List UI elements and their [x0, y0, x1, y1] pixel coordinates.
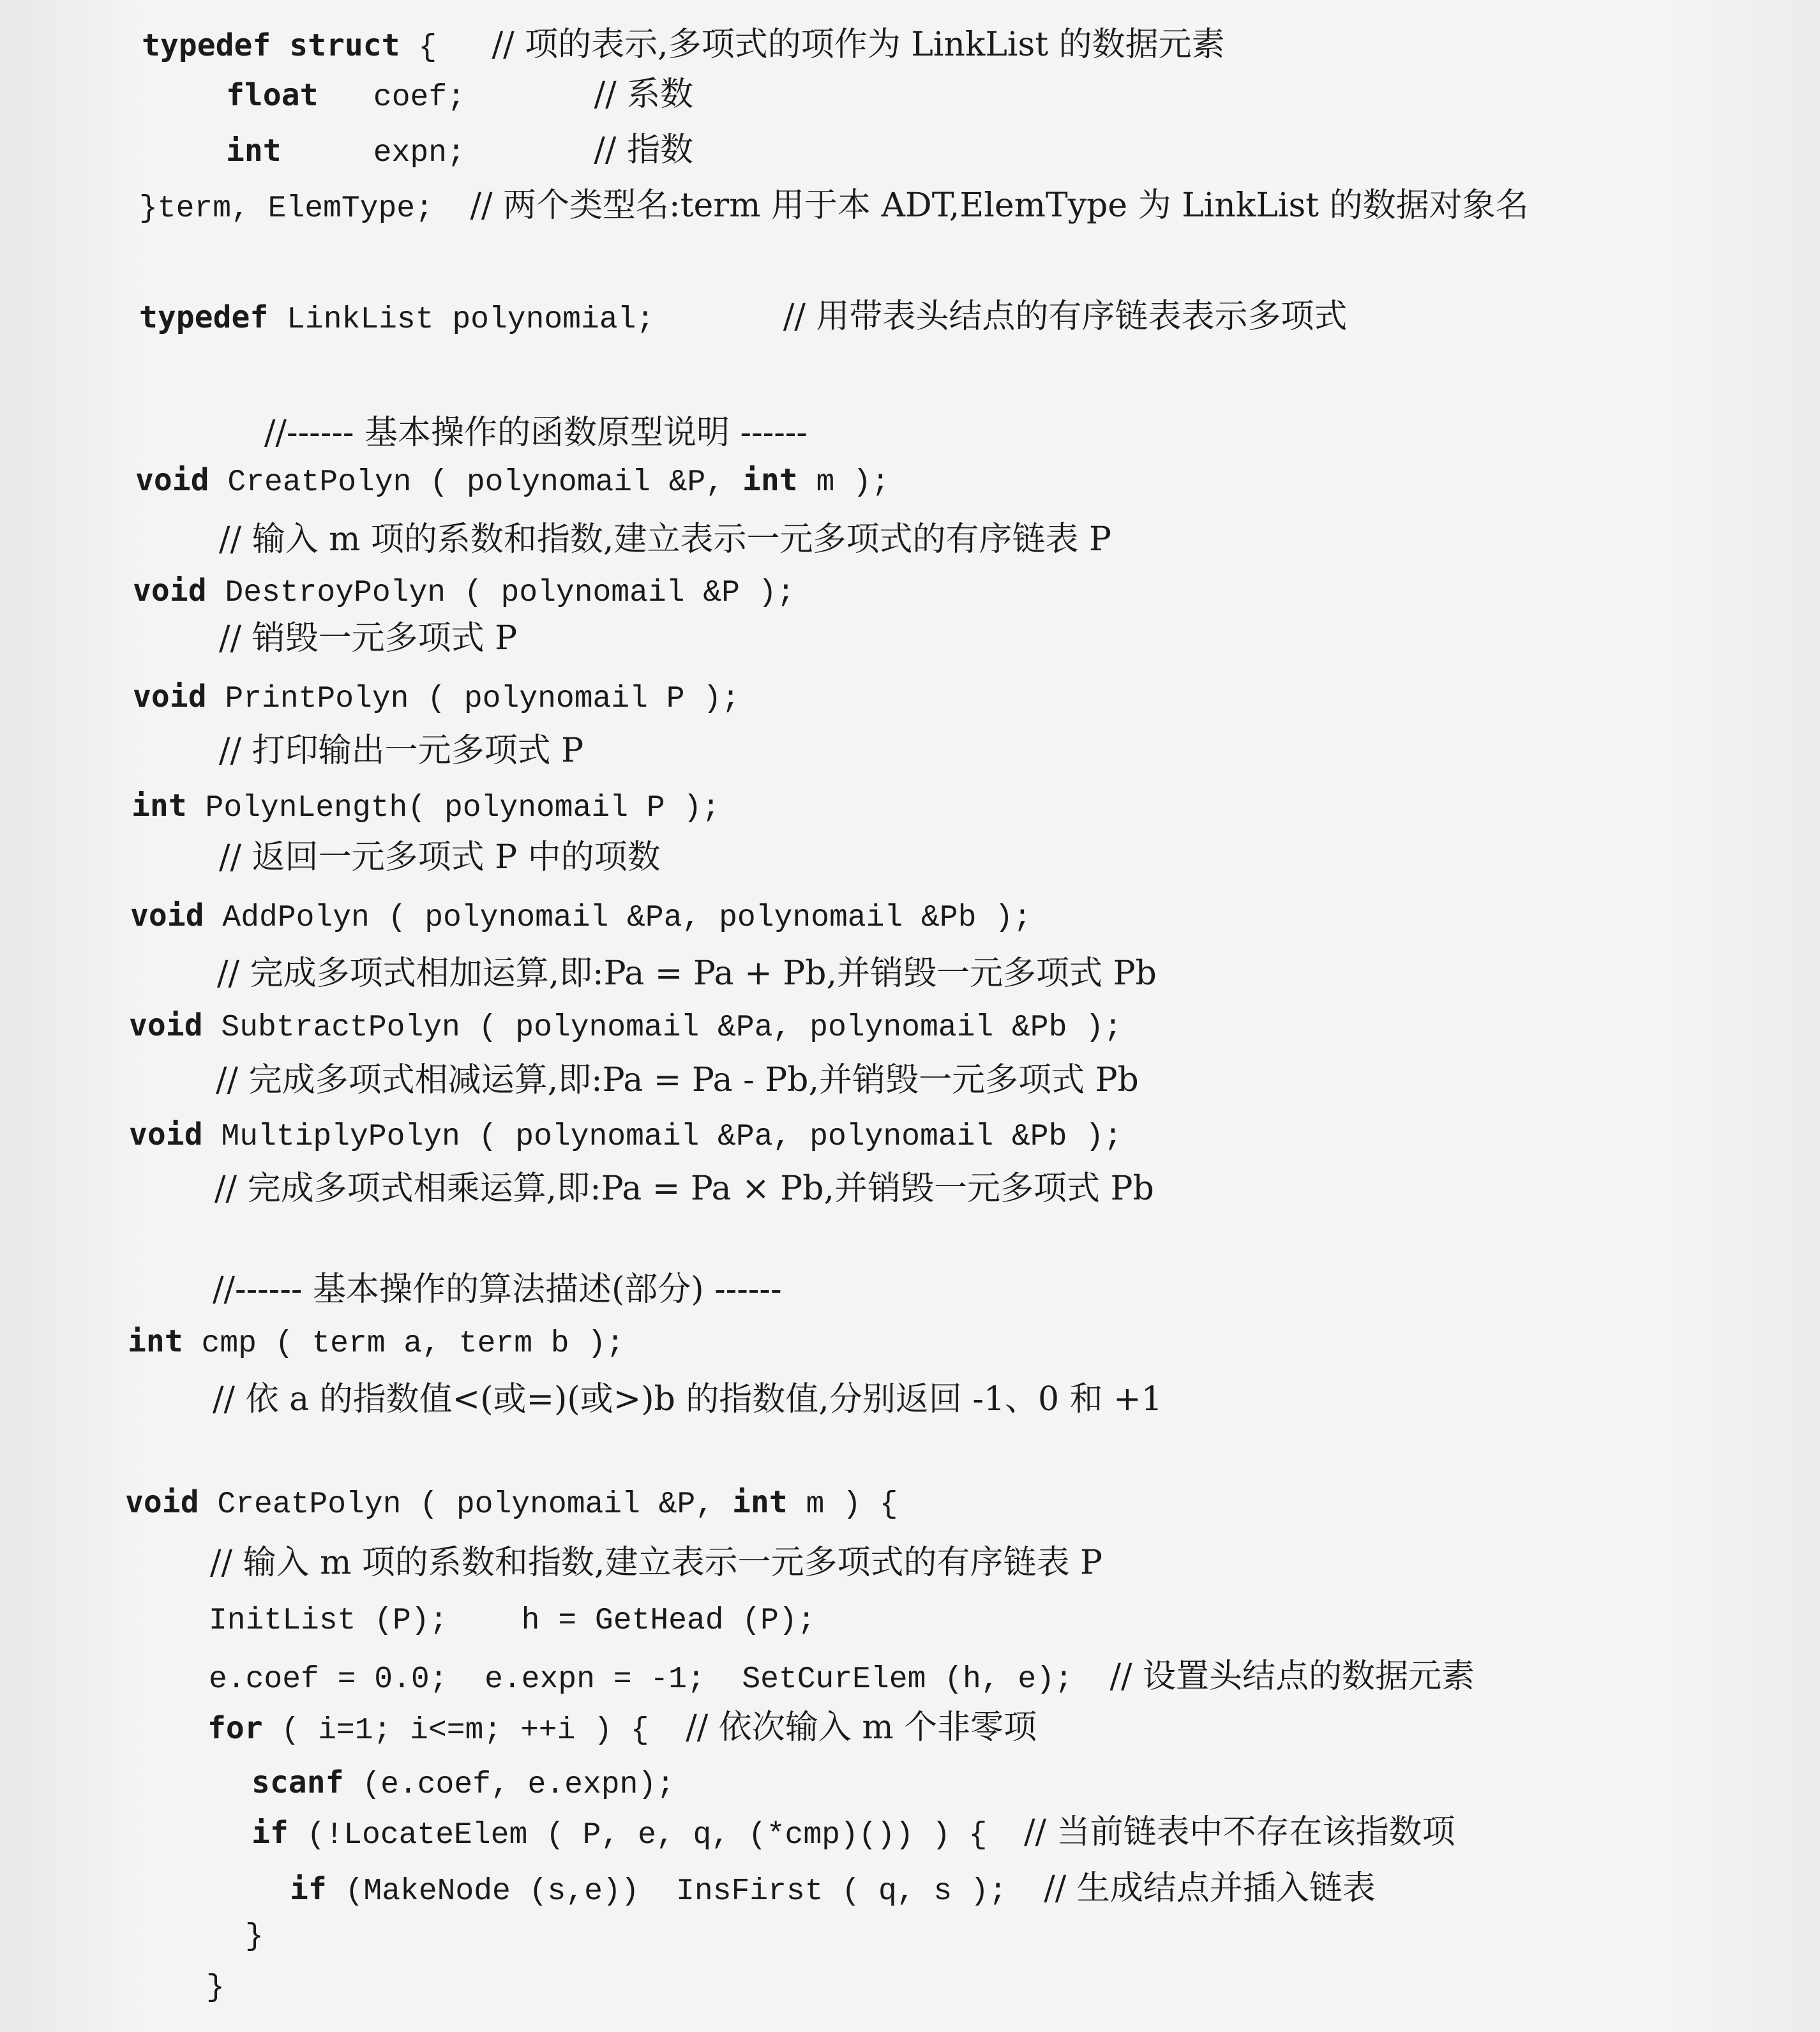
code-line [209, 1599, 816, 1640]
code-line [132, 786, 720, 827]
keyword: if [252, 1815, 289, 1851]
code-line [128, 1322, 624, 1363]
code-line [217, 954, 1157, 993]
code-line [142, 26, 1225, 67]
code-text: LinkList polynomial; [268, 303, 783, 337]
code-text: DestroyPolyn ( polynomail &P ); [206, 576, 795, 610]
code-line [214, 1170, 1154, 1208]
code-text: SubtractPolyn ( polynomail &Pa, polynomail &Pb ); [202, 1011, 1122, 1045]
code-line [226, 75, 693, 117]
comment: // 系数 [594, 75, 694, 114]
code-text: CreatPolyn ( polynomail &P, [209, 465, 742, 500]
keyword: int [732, 1484, 788, 1520]
keyword: int [128, 1323, 183, 1359]
code-text: cmp ( term a, term b ); [183, 1327, 625, 1361]
code-text: m ) { [787, 1487, 898, 1522]
code-text: m ); [797, 465, 890, 500]
keyword: void [135, 462, 209, 498]
keyword: void [125, 1484, 199, 1520]
code-line [219, 520, 1111, 559]
comment: // 当前链表中不存在该指数项 [1023, 1813, 1455, 1851]
code-text: AddPolyn ( polynomail &Pa, polynomail &Pb ); [204, 901, 1032, 935]
code-line [213, 1380, 1162, 1419]
code-text: CreatPolyn ( polynomail &P, [199, 1487, 732, 1522]
keyword: int [742, 462, 798, 498]
code-line [129, 1115, 1122, 1156]
comment: // 依 a 的指数值<(或=)(或>)b 的指数值,分别返回 -1、0 和 +1 [213, 1380, 1162, 1419]
comment: // 指数 [594, 131, 693, 169]
code-line [209, 1657, 1475, 1699]
code-text: ( i=1; i<=m; ++i ) { [262, 1713, 686, 1748]
keyword: void [133, 573, 207, 608]
comment: // 完成多项式相减运算,即:Pa = Pa - Pb,并销毁一元多项式 Pb [216, 1061, 1139, 1099]
keyword: void [129, 1007, 203, 1043]
code-text: { [400, 31, 492, 65]
code-text: expn; [281, 136, 594, 170]
code-line [219, 838, 661, 877]
code-text: (!LocateElem ( P, e, q, (*cmp)()) ) { [288, 1818, 1024, 1853]
code-line [245, 1915, 264, 1956]
keyword: typedef struct [142, 27, 400, 63]
code-line [206, 1966, 225, 2007]
code-line [290, 1869, 1376, 1911]
code-line [207, 1708, 1037, 1750]
code-text: coef; [318, 80, 594, 115]
comment: //------ 基本操作的函数原型说明 ------ [264, 414, 808, 452]
code-line [213, 1270, 782, 1309]
code-text: }term, ElemType; [139, 192, 470, 226]
code-line [226, 131, 693, 172]
code-line [210, 1544, 1102, 1583]
code-line [130, 896, 1032, 937]
code-text: InitList (P); h = GetHead (P); [209, 1604, 816, 1638]
code-line [133, 677, 740, 718]
code-text: PolynLength( polynomail P ); [186, 791, 721, 825]
keyword: scanf [252, 1765, 344, 1800]
comment: // 依次输入 m 个非零项 [686, 1708, 1037, 1747]
comment: // 输入 m 项的系数和指数,建立表示一元多项式的有序链表 P [210, 1544, 1102, 1582]
code-line [219, 732, 583, 771]
code-line [252, 1763, 675, 1804]
comment: // 用带表头结点的有序链表表示多项式 [783, 297, 1348, 336]
code-line [139, 186, 1529, 228]
keyword: int [226, 133, 282, 169]
keyword: int [132, 788, 187, 824]
code-text: e.coef = 0.0; e.expn = -1; SetCurElem (h, e); [209, 1662, 1110, 1697]
keyword: for [207, 1710, 263, 1746]
keyword: void [130, 898, 204, 933]
comment: // 完成多项式相加运算,即:Pa = Pa + Pb,并销毁一元多项式 Pb [217, 954, 1157, 993]
comment: // 输入 m 项的系数和指数,建立表示一元多项式的有序链表 P [219, 520, 1111, 559]
code-text: } [245, 1920, 264, 1954]
keyword: void [133, 679, 207, 714]
code-line [135, 461, 890, 502]
comment: // 打印输出一元多项式 P [219, 732, 584, 770]
comment: // 项的表示,多项式的项作为 LinkList 的数据元素 [492, 26, 1225, 64]
comment: // 销毁一元多项式 P [219, 619, 518, 658]
code-text: } [206, 1971, 225, 2005]
comment: // 完成多项式相乘运算,即:Pa = Pa × Pb,并销毁一元多项式 Pb [214, 1170, 1154, 1208]
code-line [252, 1813, 1455, 1855]
code-line [139, 297, 1347, 339]
keyword: typedef [139, 299, 269, 335]
code-line [219, 619, 517, 658]
code-text: (MakeNode (s,e)) InsFirst ( q, s ); [326, 1874, 1044, 1909]
comment: //------ 基本操作的算法描述(部分) ------ [213, 1270, 782, 1309]
code-line [133, 571, 795, 612]
comment: // 返回一元多项式 P 中的项数 [219, 838, 661, 877]
code-text: PrintPolyn ( polynomail P ); [206, 682, 740, 716]
comment: // 两个类型名:term 用于本 ADT,ElemType 为 LinkList 的数据对象名 [470, 186, 1529, 225]
comment: // 生成结点并插入链表 [1044, 1869, 1376, 1908]
code-line [129, 1006, 1122, 1047]
keyword: void [129, 1117, 203, 1152]
code-line [264, 414, 808, 453]
keyword: if [290, 1871, 327, 1907]
keyword: float [226, 77, 319, 113]
code-text: (e.coef, e.expn); [343, 1768, 675, 1802]
comment: // 设置头结点的数据元素 [1109, 1657, 1475, 1696]
code-line [125, 1483, 898, 1524]
code-line [216, 1061, 1139, 1100]
code-text: MultiplyPolyn ( polynomail &Pa, polynomail &Pb ); [202, 1120, 1122, 1154]
